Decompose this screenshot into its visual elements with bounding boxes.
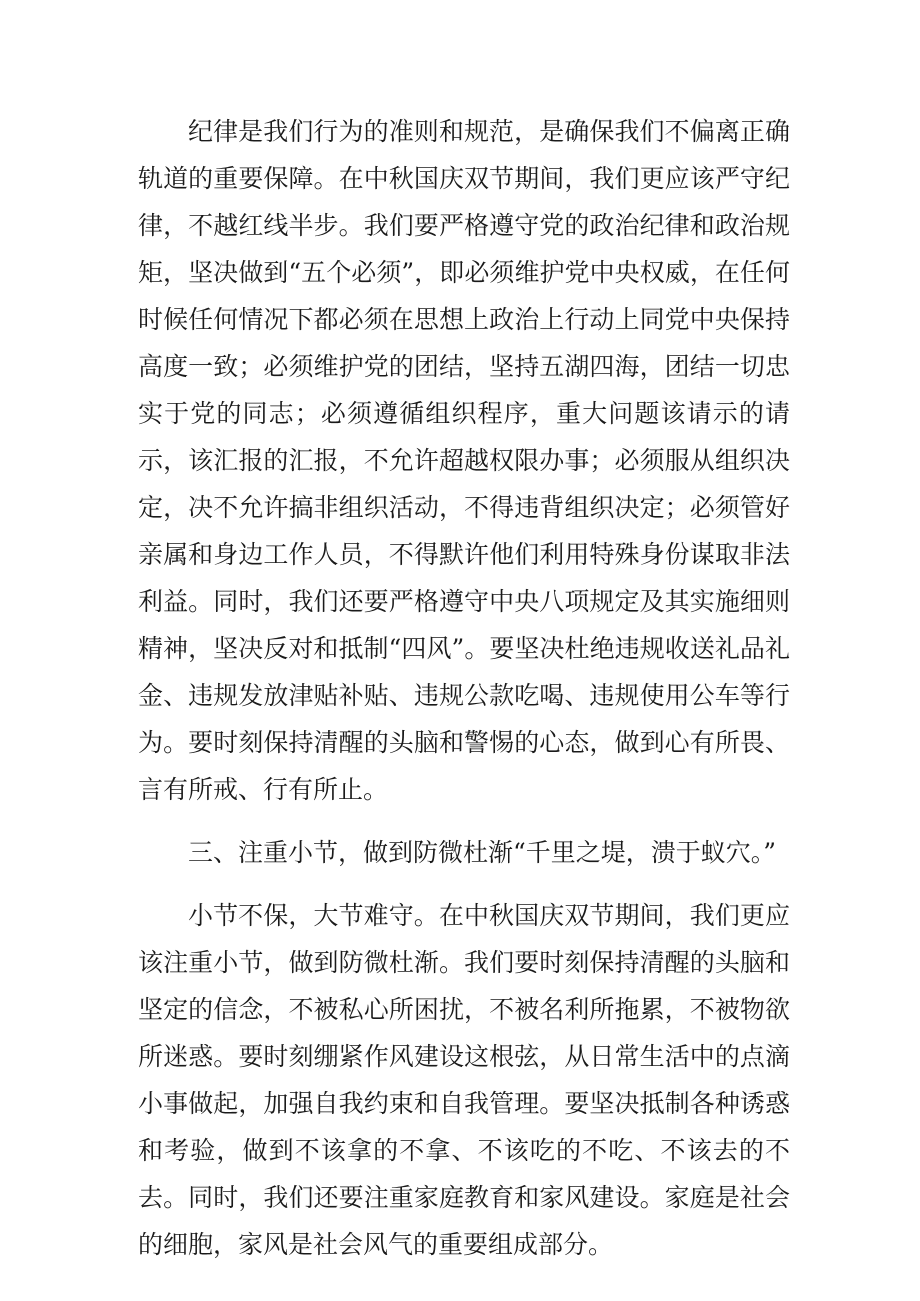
paragraph-small-details: 小节不保，大节难守。在中秋国庆双节期间，我们更应该注重小节，做到防微杜渐。我们要时刻保持清醒的头脑和坚定的信念，不被私心所困扰，不被名利所拖累，不被物欲所迷惑。要时刻绷紧作风建设这根弦，从日常生活中的点滴小事做起，加强自我约束和自我管理。要坚决抵制各种诱惑和考验，做到不该拿的不拿、不该吃的不吃、不该去的不去。同时，我们还要注重家庭教育和家风建设。家庭是社会的细胞，家风是社会风气的重要组成部分。 (138, 901, 790, 1259)
document-body (138, 108, 790, 1268)
section-heading-three: 三、注重小节，做到防微杜渐“千里之堤，溃于蚁穴。” (188, 838, 777, 867)
paragraph-discipline: 纪律是我们行为的准则和规范，是确保我们不偏离正确轨道的重要保障。在中秋国庆双节期间，我们更应该严守纪律，不越红线半步。我们要严格遵守党的政治纪律和政治规矩，坚决做到“五个必须”，即必须维护党中央权威，在任何时候任何情况下都必须在思想上政治上行动上同党中央保持高度一致；必须维护党的团结，坚持五湖四海，团结一切忠实于党的同志；必须遵循组织程序，重大问题该请示的请示，该汇报的汇报，不允许超越权限办事；必须服从组织决定，决不允许搞非组织活动，不得违背组织决定；必须管好亲属和身边工作人员，不得默许他们利用特殊身份谋取非法利益。同时，我们还要严格遵守中央八项规定及其实施细则精神，坚决反对和抵制“四风”。要坚决杜绝违规收送礼品礼金、违规发放津贴补贴、违规公款吃喝、违规使用公车等行为。要时刻保持清醒的头脑和警惕的心态，做到心有所畏、言有所戒、行有所止。 (138, 117, 790, 804)
